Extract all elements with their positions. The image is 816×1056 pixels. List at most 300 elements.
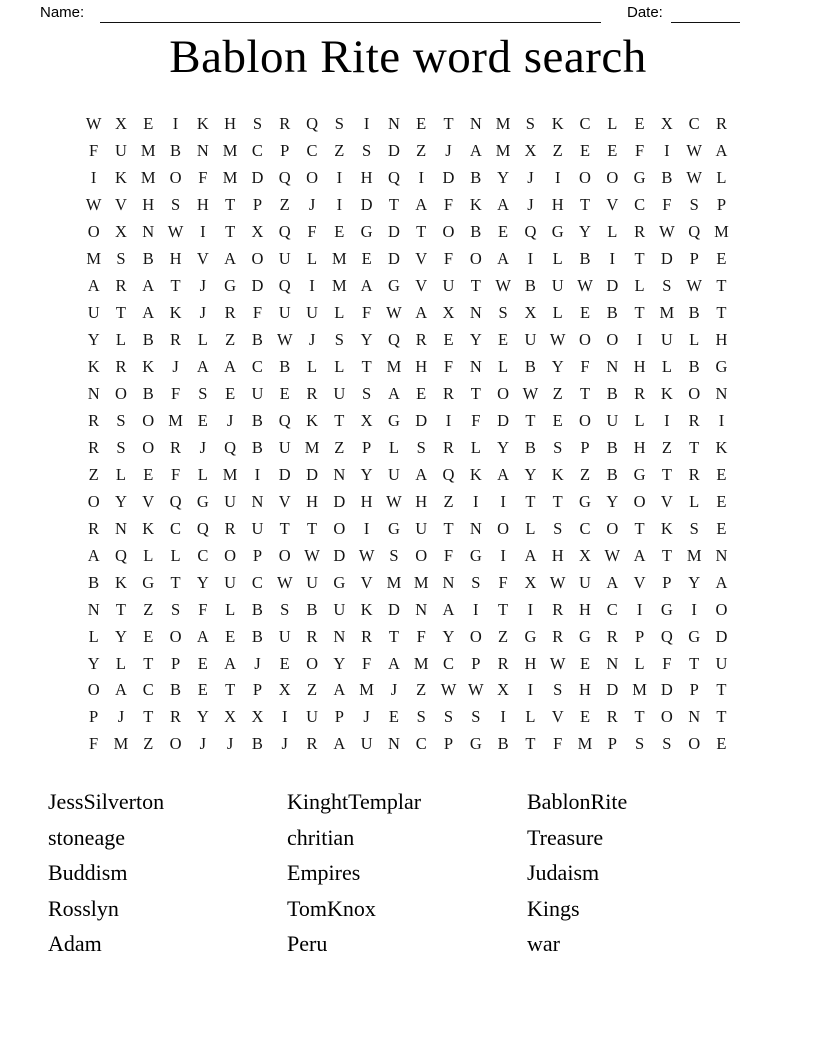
grid-cell: J: [172, 357, 179, 377]
grid-cell: G: [387, 410, 400, 430]
grid-cell: B: [606, 437, 618, 457]
grid-cell: W: [577, 276, 593, 296]
grid-cell: B: [306, 599, 318, 619]
grid-cell: S: [553, 680, 563, 700]
grid-cell: Y: [579, 222, 591, 242]
grid-cell: M: [659, 303, 675, 323]
grid-cell: B: [661, 168, 673, 188]
grid-cell: R: [688, 464, 700, 484]
grid-cell: S: [471, 707, 481, 727]
grid-cell: Y: [196, 707, 209, 727]
grid-cell: N: [469, 518, 482, 538]
grid-cell: U: [660, 330, 673, 350]
grid-cell: M: [304, 437, 320, 457]
grid-cell: J: [254, 653, 261, 673]
grid-cell: F: [443, 249, 454, 269]
grid-cell: O: [306, 168, 318, 188]
grid-cell: A: [87, 276, 100, 296]
grid-cell: Z: [306, 680, 318, 700]
grid-cell: E: [361, 249, 372, 269]
grid-cell: F: [252, 303, 263, 323]
grid-cell: R: [715, 114, 727, 134]
grid-cell: W: [276, 330, 293, 350]
grid-cell: A: [715, 572, 728, 592]
grid-cell: W: [440, 680, 457, 700]
grid-cell: I: [336, 168, 343, 188]
grid-cell: F: [662, 653, 672, 673]
grid-cell: E: [607, 141, 618, 161]
grid-cell: A: [142, 303, 155, 323]
grid-cell: W: [386, 491, 402, 511]
grid-cell: O: [606, 168, 619, 188]
grid-cell: F: [443, 545, 454, 565]
grid-cell: X: [524, 141, 537, 161]
grid-cell: G: [579, 491, 591, 511]
grid-cell: V: [551, 707, 564, 727]
grid-cell: X: [442, 303, 455, 323]
grid-cell: F: [170, 384, 181, 403]
date-blank-line: [671, 22, 740, 23]
grid-cell: Y: [469, 330, 482, 350]
grid-cell: M: [386, 572, 402, 592]
grid-cell: Z: [416, 141, 427, 161]
grid-cell: A: [114, 680, 127, 700]
grid-cell: S: [170, 599, 181, 619]
grid-cell: E: [443, 330, 454, 350]
grid-cell: R: [279, 114, 291, 134]
grid-cell: N: [87, 599, 100, 619]
grid-cell: J: [308, 195, 316, 215]
grid-cell: T: [716, 680, 727, 700]
word-list-item: Judaism: [527, 860, 600, 885]
grid-cell: B: [579, 249, 591, 269]
grid-cell: J: [199, 303, 207, 323]
grid-cell: E: [498, 222, 509, 242]
grid-cell: J: [199, 276, 207, 296]
grid-cell: J: [117, 707, 125, 727]
grid-cell: W: [495, 276, 511, 296]
grid-cell: W: [522, 384, 539, 403]
grid-cell: Z: [279, 195, 290, 215]
grid-cell: E: [279, 653, 290, 673]
grid-cell: I: [527, 680, 534, 700]
grid-cell: D: [360, 195, 373, 215]
grid-cell: T: [470, 276, 481, 296]
grid-cell: X: [660, 114, 673, 134]
grid-cell: D: [333, 545, 346, 565]
word-list-column-1: [48, 784, 164, 962]
grid-cell: U: [306, 572, 318, 592]
grid-cell: K: [715, 437, 728, 457]
grid-cell: O: [142, 437, 155, 457]
grid-cell: G: [469, 545, 482, 565]
grid-cell: K: [169, 303, 182, 323]
page-title: Bablon Rite word search: [169, 31, 647, 83]
grid-cell: T: [634, 518, 645, 538]
grid-cell: J: [226, 410, 234, 430]
grid-cell: N: [469, 357, 482, 377]
grid-cell: T: [470, 384, 481, 403]
grid-cell: S: [362, 141, 372, 161]
grid-cell: T: [552, 491, 563, 511]
grid-cell: V: [415, 276, 428, 296]
grid-cell: O: [688, 384, 701, 403]
grid-cell: A: [333, 680, 346, 700]
grid-cell: M: [140, 168, 156, 188]
grid-cell: J: [199, 437, 207, 457]
grid-cell: B: [497, 734, 509, 754]
grid-cell: J: [527, 168, 534, 188]
grid-cell: T: [525, 734, 536, 754]
grid-cell: A: [196, 357, 209, 377]
grid-cell: T: [634, 249, 645, 269]
grid-cell: U: [415, 518, 428, 538]
grid-cell: Y: [497, 437, 510, 457]
grid-cell: D: [415, 410, 428, 430]
grid-cell: Z: [579, 464, 591, 484]
grid-cell: B: [170, 141, 182, 161]
grid-cell: T: [279, 518, 290, 538]
grid-cell: G: [551, 222, 564, 242]
grid-cell: I: [363, 518, 370, 538]
grid-cell: S: [334, 330, 344, 350]
grid-cell: E: [579, 303, 591, 323]
grid-cell: D: [333, 491, 346, 511]
grid-cell: B: [688, 303, 700, 323]
grid-cell: I: [336, 195, 343, 215]
grid-cell: R: [224, 303, 236, 323]
grid-cell: D: [606, 680, 619, 700]
grid-cell: Q: [387, 330, 400, 350]
grid-cell: Y: [688, 572, 701, 592]
grid-cell: R: [552, 626, 564, 646]
grid-cell: N: [606, 357, 619, 377]
grid-cell: O: [251, 249, 264, 269]
grid-cell: R: [88, 437, 100, 457]
grid-cell: I: [473, 599, 479, 619]
grid-cell: O: [87, 222, 100, 242]
grid-cell: H: [579, 680, 591, 700]
grid-cell: B: [251, 599, 263, 619]
grid-cell: O: [688, 734, 701, 754]
grid-cell: R: [634, 222, 646, 242]
grid-cell: S: [471, 572, 481, 592]
grid-cell: T: [689, 653, 700, 673]
grid-cell: R: [606, 626, 618, 646]
grid-cell: U: [278, 437, 291, 457]
grid-cell: W: [659, 222, 675, 242]
grid-cell: L: [197, 464, 208, 484]
grid-cell: X: [579, 545, 591, 565]
grid-cell: L: [525, 707, 536, 727]
grid-cell: B: [524, 276, 536, 296]
grid-cell: M: [632, 680, 647, 700]
grid-cell: R: [606, 707, 618, 727]
grid-cell: N: [196, 141, 209, 161]
grid-cell: P: [607, 734, 617, 754]
grid-cell: B: [606, 384, 618, 403]
grid-cell: H: [415, 357, 428, 377]
grid-cell: Q: [224, 437, 237, 457]
grid-cell: M: [495, 141, 511, 161]
grid-cell: F: [634, 141, 645, 161]
grid-cell: O: [497, 518, 510, 538]
grid-cell: W: [468, 680, 484, 700]
grid-cell: R: [115, 276, 127, 296]
grid-cell: I: [718, 410, 725, 430]
grid-cell: T: [225, 195, 236, 215]
grid-cell: I: [691, 599, 697, 619]
grid-cell: L: [334, 303, 345, 323]
grid-cell: L: [634, 276, 645, 296]
grid-cell: M: [168, 410, 183, 430]
grid-cell: Z: [416, 680, 427, 700]
grid-cell: O: [633, 491, 646, 511]
grid-cell: G: [360, 222, 373, 242]
grid-cell: F: [89, 141, 99, 161]
grid-cell: M: [413, 572, 429, 592]
grid-cell: H: [715, 330, 728, 350]
grid-cell: S: [389, 545, 399, 565]
grid-cell: R: [415, 330, 427, 350]
grid-cell: A: [224, 249, 237, 269]
grid-cell: A: [387, 384, 400, 403]
grid-cell: A: [224, 357, 237, 377]
grid-cell: Z: [552, 141, 563, 161]
grid-cell: E: [498, 330, 509, 350]
grid-cell: M: [577, 734, 593, 754]
grid-cell: E: [716, 464, 727, 484]
grid-cell: I: [363, 114, 370, 134]
grid-cell: A: [497, 249, 510, 269]
grid-cell: O: [114, 384, 127, 403]
grid-cell: P: [689, 680, 699, 700]
grid-cell: G: [142, 572, 155, 592]
grid-cell: V: [142, 491, 155, 511]
grid-cell: Q: [524, 222, 537, 242]
grid-cell: K: [360, 599, 373, 619]
grid-cell: S: [334, 114, 344, 134]
grid-cell: V: [633, 572, 646, 592]
grid-cell: T: [115, 303, 126, 323]
grid-cell: U: [224, 491, 237, 511]
grid-cell: H: [633, 437, 646, 457]
grid-cell: R: [170, 437, 182, 457]
grid-cell: Y: [333, 653, 346, 673]
word-list-item: Buddism: [48, 860, 128, 885]
grid-cell: D: [251, 168, 264, 188]
grid-cell: S: [416, 707, 426, 727]
grid-cell: D: [660, 249, 673, 269]
grid-cell: W: [85, 114, 102, 134]
grid-cell: L: [115, 330, 126, 350]
grid-cell: O: [415, 545, 428, 565]
grid-cell: U: [278, 626, 291, 646]
grid-cell: E: [388, 707, 399, 727]
grid-cell: O: [442, 222, 455, 242]
grid-cell: Z: [661, 437, 672, 457]
grid-cell: W: [167, 222, 184, 242]
grid-cell: F: [443, 357, 454, 377]
grid-cell: X: [278, 680, 291, 700]
grid-cell: N: [688, 707, 701, 727]
grid-cell: J: [527, 195, 534, 215]
grid-cell: G: [469, 734, 482, 754]
grid-cell: W: [549, 653, 566, 673]
grid-cell: U: [306, 707, 318, 727]
grid-cell: C: [251, 357, 263, 377]
grid-cell: T: [716, 707, 727, 727]
grid-cell: M: [686, 545, 702, 565]
grid-cell: P: [252, 680, 263, 700]
grid-cell: F: [498, 572, 508, 592]
grid-cell: P: [580, 437, 590, 457]
grid-cell: R: [552, 599, 564, 619]
grid-cell: U: [333, 384, 346, 403]
grid-cell: T: [334, 410, 345, 430]
grid-cell: U: [87, 303, 100, 323]
grid-cell: E: [197, 680, 208, 700]
word-list-item: Treasure: [527, 824, 604, 850]
grid-cell: E: [716, 491, 727, 511]
grid-cell: C: [306, 141, 318, 161]
grid-cell: F: [198, 599, 208, 619]
grid-cell: G: [579, 626, 591, 646]
grid-cell: P: [471, 653, 481, 673]
grid-cell: T: [388, 626, 399, 646]
grid-cell: L: [306, 249, 318, 269]
grid-cell: A: [497, 195, 510, 215]
grid-cell: K: [196, 114, 209, 134]
grid-cell: U: [606, 410, 619, 430]
grid-cell: B: [688, 357, 700, 377]
grid-cell: T: [361, 357, 372, 377]
grid-cell: O: [169, 626, 182, 646]
grid-cell: D: [387, 249, 400, 269]
grid-cell: V: [278, 491, 291, 511]
grid-cell: B: [606, 303, 618, 323]
grid-cell: S: [525, 114, 535, 134]
grid-cell: R: [88, 518, 100, 538]
grid-cell: Y: [196, 572, 209, 592]
grid-cell: A: [469, 141, 482, 161]
grid-cell: S: [198, 384, 208, 403]
grid-cell: M: [113, 734, 129, 754]
grid-cell: U: [442, 276, 455, 296]
grid-cell: Q: [196, 518, 209, 538]
grid-cell: W: [686, 276, 702, 296]
grid-cell: E: [197, 653, 208, 673]
grid-cell: T: [525, 410, 536, 430]
grid-cell: Z: [334, 141, 345, 161]
grid-cell: U: [224, 572, 237, 592]
grid-cell: Z: [443, 491, 454, 511]
grid-cell: L: [498, 357, 509, 377]
grid-cell: I: [500, 545, 506, 565]
grid-cell: L: [115, 653, 126, 673]
grid-cell: P: [89, 707, 99, 727]
grid-cell: P: [716, 195, 727, 215]
grid-cell: D: [606, 276, 619, 296]
grid-cell: I: [554, 168, 561, 188]
grid-cell: S: [443, 707, 454, 727]
grid-cell: P: [362, 437, 372, 457]
grid-cell: F: [170, 464, 181, 484]
grid-cell: I: [445, 410, 452, 430]
grid-cell: E: [225, 384, 236, 403]
grid-cell: B: [251, 734, 263, 754]
grid-cell: X: [251, 222, 264, 242]
grid-cell: U: [387, 464, 400, 484]
grid-cell: E: [197, 410, 208, 430]
grid-cell: V: [360, 572, 373, 592]
grid-cell: T: [416, 222, 427, 242]
word-list-item: Peru: [287, 931, 328, 956]
grid-cell: R: [688, 410, 700, 430]
grid-cell: B: [142, 330, 154, 350]
grid-cell: I: [500, 707, 506, 727]
grid-cell: T: [143, 653, 154, 673]
grid-cell: D: [278, 464, 291, 484]
grid-cell: F: [362, 653, 372, 673]
grid-cell: Y: [497, 168, 510, 188]
grid-cell: F: [553, 734, 563, 754]
grid-cell: Q: [278, 276, 291, 296]
grid-cell: H: [169, 249, 182, 269]
grid-cell: R: [361, 626, 373, 646]
grid-cell: R: [88, 410, 100, 430]
grid-cell: B: [142, 384, 154, 403]
grid-cell: H: [224, 114, 237, 134]
grid-cell: E: [143, 626, 154, 646]
grid-cell: X: [524, 572, 537, 592]
name-blank-line: [100, 22, 601, 23]
grid-cell: X: [360, 410, 373, 430]
grid-cell: L: [607, 222, 618, 242]
grid-cell: L: [470, 437, 481, 457]
grid-cell: I: [309, 276, 315, 296]
grid-cell: K: [114, 168, 127, 188]
grid-cell: X: [524, 303, 537, 323]
grid-cell: L: [306, 357, 318, 377]
grid-cell: Y: [360, 330, 373, 350]
grid-cell: R: [170, 330, 182, 350]
grid-cell: Y: [524, 464, 537, 484]
grid-cell: I: [664, 141, 670, 161]
grid-cell: C: [579, 114, 591, 134]
grid-cell: S: [116, 410, 126, 430]
grid-cell: E: [634, 114, 645, 134]
grid-cell: J: [390, 680, 398, 700]
grid-cell: L: [552, 303, 563, 323]
grid-cell: P: [252, 195, 263, 215]
grid-cell: M: [331, 249, 347, 269]
grid-cell: I: [254, 464, 261, 484]
grid-cell: K: [306, 410, 318, 430]
grid-cell: K: [551, 114, 564, 134]
grid-cell: I: [500, 491, 506, 511]
grid-cell: E: [416, 114, 427, 134]
grid-cell: A: [333, 734, 346, 754]
word-list-item: TomKnox: [287, 895, 376, 921]
grid-cell: K: [87, 357, 100, 377]
grid-cell: N: [387, 734, 400, 754]
grid-cell: A: [633, 545, 646, 565]
grid-cell: J: [281, 734, 288, 754]
grid-cell: M: [714, 222, 729, 242]
grid-cell: H: [415, 491, 428, 511]
grid-cell: T: [225, 222, 236, 242]
